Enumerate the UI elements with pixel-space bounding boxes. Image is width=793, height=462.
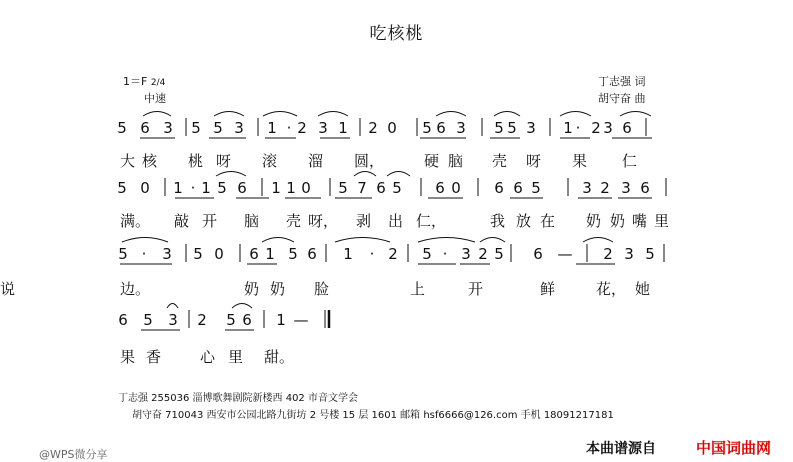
note: 5 [338,179,348,197]
lyric-word: 仁， [416,212,447,230]
note: 6 [513,179,523,197]
credit-line-2: 胡守奋 710043 西安市公园北路九街坊 2 号楼 15 层 1601 邮箱 hsf6666@126.com 手机 18091217181 [132,410,614,421]
note: 3 [168,311,178,329]
note: 0 [214,245,224,263]
lyric-word: 在 [540,212,556,230]
note: 5 [117,179,127,197]
lyric-word: 核 [142,152,158,170]
lyric-word: 满。 [120,212,151,230]
lyric-word: 里 [654,212,670,230]
note: 5 [531,179,541,197]
lyric-word: 奶 [270,280,286,298]
lyric-word: 溜 [308,152,324,170]
lyricist-credit: 丁志强 词 [598,75,646,88]
note: 5 [143,311,153,329]
slur [263,112,297,117]
slur [318,112,348,117]
note: 3 [582,179,592,197]
note: 3 [234,119,244,137]
lyric-word: 呀 [526,152,542,170]
lyric-word: 边。 [120,280,151,298]
lyric-word: 呀 [216,152,232,170]
note: 2 [603,245,613,263]
note: · [141,245,147,263]
lyric-word: 上 [410,280,426,298]
note: 5 [226,311,236,329]
note: · [369,245,375,263]
note: 0 [451,179,461,197]
slur [143,112,171,117]
note: 7 [357,179,367,197]
slur [418,238,475,243]
note: · [286,119,292,137]
note: 5 [645,245,655,263]
note: 3 [621,179,631,197]
lyric-word: 滚 [262,152,278,170]
note: — [557,245,573,263]
note: — [293,311,309,329]
note: 6 [140,119,150,137]
lyric-word: 奶 [586,212,602,230]
note: 5 [117,119,127,137]
note: · [575,119,581,137]
note: 6 [118,311,128,329]
note: 6 [376,179,386,197]
slur [387,172,410,177]
note: 5 [494,245,504,263]
lyric-word: 脑 [244,212,260,230]
song-title: 吃核桃 [369,24,424,44]
note: 3 [456,119,466,137]
note: 5 [118,245,128,263]
note: 6 [436,119,446,137]
note: 6 [307,245,317,263]
site-name-link[interactable]: 中国词曲网 [696,439,772,457]
note: 1 [173,179,183,197]
slur [583,238,613,243]
note: 6 [494,179,504,197]
note: 3 [318,119,328,137]
lyric-word: 里 [228,348,244,366]
note: 2 [478,245,488,263]
note: 2 [368,119,378,137]
slur [494,112,520,117]
slur [480,238,505,243]
note: 3 [461,245,471,263]
source-label: 本曲谱源自 [586,441,656,457]
note: 2 [197,311,207,329]
note: 3 [163,119,173,137]
lyric-word: 嘴 [632,212,648,230]
note: 5 [191,119,201,137]
note: 3 [526,119,536,137]
note: 1 [201,179,211,197]
note: 1 [276,311,286,329]
lyric-word: 香 [146,348,162,366]
note: 5 [422,119,432,137]
lyric-word: 硬 [424,152,440,170]
lyric-word: 壳 [492,152,508,170]
lyric-word: 壳 [286,212,302,230]
note: 5 [507,119,517,137]
lyric-word: 鲜 [540,280,556,298]
note: 0 [301,179,311,197]
lyric-word: 出 [388,212,404,230]
slur [560,112,591,117]
note: 5 [288,245,298,263]
lyric-word: 圆， [354,152,385,170]
note: 2 [297,119,307,137]
note: 1 [563,119,573,137]
note: 1 [265,245,275,263]
note: 2 [600,179,610,197]
slur [167,304,178,309]
slur [335,238,390,243]
slur [354,172,376,177]
slur [436,112,466,117]
note: 6 [533,245,543,263]
note: 6 [435,179,445,197]
lyric-word: 花， [596,280,627,298]
note: 0 [140,179,150,197]
lyric-word: 剥 [356,212,372,230]
lyric-word: 甜。 [264,348,295,366]
note: 3 [162,245,172,263]
note: 1 [338,119,348,137]
note: 5 [494,119,504,137]
lyric-word: 奶 [610,212,626,230]
note: 6 [622,119,632,137]
note: · [442,245,448,263]
note: 1 [271,179,281,197]
note: 0 [387,119,397,137]
lyric-word: 呀， [308,212,339,230]
lyric-word: 脸 [314,280,330,298]
note: 6 [640,179,650,197]
lyric-word: 奶 [244,280,260,298]
lyric-word: 开 [202,212,218,230]
note: 6 [237,179,247,197]
lyric-word: 大 [120,152,136,170]
note: 3 [624,245,634,263]
lyric-word: 仁 [622,152,638,170]
note: 1 [343,245,353,263]
slur [232,304,252,309]
lyric-word: 开 [468,280,484,298]
key-label: 1＝F [123,75,148,88]
lyric-word: 心 [200,348,216,366]
note: · [190,179,196,197]
note: 2 [388,245,398,263]
lyric-word: 她 [635,280,651,298]
note: 1 [267,119,277,137]
note: 3 [603,119,613,137]
slur [122,238,168,243]
note: 5 [193,245,203,263]
note: 5 [213,119,223,137]
wps-watermark: @WPS微分享 [39,448,108,461]
lyric-word: 说 [0,280,16,298]
note: 6 [242,311,252,329]
composer-credit: 胡守奋 曲 [598,92,646,105]
lyric-word: 我 [490,212,506,230]
note: 1 [286,179,296,197]
slur [262,238,294,243]
lyric-word: 放 [516,212,532,230]
note: 2 [591,119,601,137]
lyric-word: 果 [572,152,588,170]
slur [620,112,651,117]
note: 5 [217,179,227,197]
lyric-word: 脑 [448,152,464,170]
note: 5 [392,179,402,197]
lyric-word: 果 [120,348,136,366]
tempo-mark: 中速 [144,92,166,105]
note: 6 [249,245,259,263]
lyric-word: 敲 [174,212,190,230]
slur [214,112,244,117]
time-signature: 2/4 [150,78,166,88]
credit-line-1: 丁志强 255036 淄博歌舞剧院新楼西 402 市音文学会 [118,393,358,404]
slur [216,172,246,177]
lyric-word: 桃 [188,152,204,170]
note: 5 [422,245,432,263]
